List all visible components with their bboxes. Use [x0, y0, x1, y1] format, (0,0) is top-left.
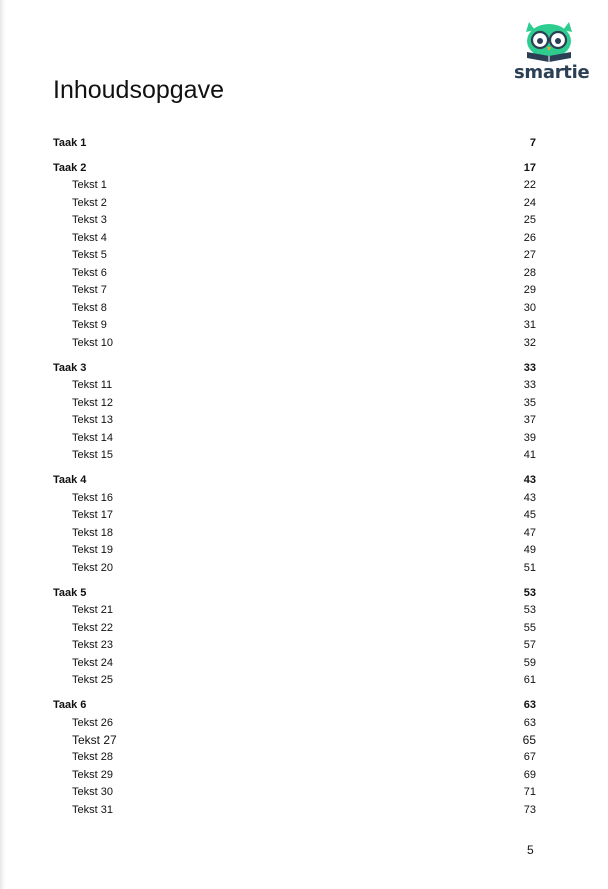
toc-section-row[interactable] [53, 335, 536, 351]
toc-entry-page: 33 [523, 379, 536, 391]
toc-entry-page: 63 [523, 717, 536, 729]
toc-entry-label: Tekst 15 [72, 449, 113, 461]
toc-entry-label: Tekst 13 [72, 414, 113, 426]
toc-section-row[interactable] [53, 195, 536, 211]
toc-section-row[interactable] [53, 490, 536, 506]
toc-entry-page: 55 [523, 622, 536, 634]
toc-entry-page: 43 [523, 474, 536, 486]
toc-entry-page: 61 [523, 674, 536, 686]
toc-entry-page: 29 [523, 284, 536, 296]
toc-section-row[interactable] [53, 282, 536, 298]
toc-chapter-row[interactable] [53, 360, 536, 376]
toc-entry-page: 27 [523, 249, 536, 261]
toc-section-row[interactable] [53, 602, 536, 618]
toc-section-row[interactable] [53, 447, 536, 463]
toc-entry-label: Taak 5 [53, 587, 87, 599]
toc-chapter-row[interactable] [53, 697, 536, 713]
toc-entry-label: Tekst 27 [72, 733, 117, 747]
toc-entry-label: Tekst 3 [72, 214, 107, 226]
toc-entry-label: Tekst 9 [72, 319, 107, 331]
toc-entry-label: Tekst 18 [72, 527, 113, 539]
toc-section-row[interactable] [53, 412, 536, 428]
toc-entry-label: Tekst 29 [72, 769, 113, 781]
toc-entry-label: Tekst 19 [72, 544, 113, 556]
toc-entry-label: Tekst 30 [72, 786, 113, 798]
toc-entry-page: 49 [523, 544, 536, 556]
toc-entry-page: 30 [523, 302, 536, 314]
toc-section-row[interactable] [53, 377, 536, 393]
toc-entry-page: 28 [523, 267, 536, 279]
toc-entry-page: 69 [523, 769, 536, 781]
toc-entry-label: Tekst 31 [72, 804, 113, 816]
page-number: 5 [527, 843, 534, 857]
toc-entry-label: Tekst 8 [72, 302, 107, 314]
toc-section-row[interactable] [53, 767, 536, 783]
toc-entry-label: Tekst 14 [72, 432, 113, 444]
toc-entry-page: 33 [523, 362, 536, 374]
toc-entry-label: Tekst 16 [72, 492, 113, 504]
page-edge-shadow [0, 0, 6, 889]
toc-entry-label: Tekst 17 [72, 509, 113, 521]
toc-entry-page: 35 [523, 397, 536, 409]
toc-entry-page: 7 [529, 137, 536, 149]
toc-entry-label: Tekst 22 [72, 622, 113, 634]
toc-section-row[interactable] [53, 749, 536, 765]
toc-entry-page: 47 [523, 527, 536, 539]
toc-chapter-row[interactable] [53, 585, 536, 601]
toc-section-row[interactable] [53, 177, 536, 193]
toc-entry-page: 17 [523, 162, 536, 174]
toc-chapter-row[interactable] [53, 160, 536, 176]
toc-entry-page: 22 [523, 179, 536, 191]
toc-entry-page: 59 [523, 657, 536, 669]
brand-name: smartie [514, 62, 590, 83]
toc-entry-page: 26 [523, 232, 536, 244]
toc-entry-page: 67 [523, 751, 536, 763]
toc-entry-page: 32 [523, 337, 536, 349]
toc-section-row[interactable] [53, 265, 536, 281]
toc-chapter-row[interactable] [53, 135, 536, 151]
toc-entry-page: 73 [523, 804, 536, 816]
toc-section-row[interactable] [53, 507, 536, 523]
toc-section-row[interactable] [53, 732, 536, 748]
page-title: Inhoudsopgave [53, 76, 224, 104]
toc-section-row[interactable] [53, 802, 536, 818]
toc-entry-label: Tekst 25 [72, 674, 113, 686]
toc-section-row[interactable] [53, 300, 536, 316]
toc-entry-label: Tekst 7 [72, 284, 107, 296]
toc-entry-label: Tekst 28 [72, 751, 113, 763]
toc-entry-label: Tekst 21 [72, 604, 113, 616]
toc-entry-label: Tekst 20 [72, 562, 113, 574]
toc-entry-page: 45 [523, 509, 536, 521]
toc-chapter-row[interactable] [53, 472, 536, 488]
toc-entry-label: Tekst 5 [72, 249, 107, 261]
toc-entry-page: 41 [523, 449, 536, 461]
toc-section-row[interactable] [53, 230, 536, 246]
owl-icon [521, 16, 577, 62]
toc-section-row[interactable] [53, 784, 536, 800]
toc-entry-label: Taak 3 [53, 362, 87, 374]
toc-section-row[interactable] [53, 525, 536, 541]
toc-entry-page: 39 [523, 432, 536, 444]
toc-entry-label: Taak 1 [53, 137, 87, 149]
toc-section-row[interactable] [53, 317, 536, 333]
toc-entry-page: 65 [522, 733, 536, 747]
toc-section-row[interactable] [53, 247, 536, 263]
toc-entry-page: 51 [523, 562, 536, 574]
toc-entry-page: 71 [523, 786, 536, 798]
toc-entry-page: 57 [523, 639, 536, 651]
toc-entry-page: 53 [523, 587, 536, 599]
toc-entry-label: Taak 2 [53, 162, 87, 174]
toc-section-row[interactable] [53, 212, 536, 228]
toc-section-row[interactable] [53, 715, 536, 731]
toc-entry-label: Taak 6 [53, 699, 87, 711]
toc-section-row[interactable] [53, 560, 536, 576]
toc-entry-label: Tekst 23 [72, 639, 113, 651]
toc-entry-label: Tekst 24 [72, 657, 113, 669]
toc-section-row[interactable] [53, 637, 536, 653]
toc-entry-label: Tekst 1 [72, 179, 107, 191]
toc-section-row[interactable] [53, 620, 536, 636]
toc-entry-label: Tekst 11 [72, 379, 113, 391]
toc-entry-label: Tekst 12 [72, 397, 113, 409]
toc-section-row[interactable] [53, 672, 536, 688]
toc-entry-label: Taak 4 [53, 474, 87, 486]
toc-entry-label: Tekst 6 [72, 267, 107, 279]
toc-entry-page: 63 [523, 699, 536, 711]
smartie-logo [514, 16, 590, 88]
toc-entry-label: Tekst 26 [72, 717, 113, 729]
toc-entry-label: Tekst 10 [72, 337, 113, 349]
toc-entry-label: Tekst 2 [72, 197, 107, 209]
toc-entry-page: 53 [523, 604, 536, 616]
toc-entry-page: 24 [523, 197, 536, 209]
toc-entry-page: 31 [523, 319, 536, 331]
toc-section-row[interactable] [53, 395, 536, 411]
toc-entry-page: 43 [523, 492, 536, 504]
toc-section-row[interactable] [53, 430, 536, 446]
toc-section-row[interactable] [53, 655, 536, 671]
toc-entry-page: 37 [523, 414, 536, 426]
toc-section-row[interactable] [53, 542, 536, 558]
toc-entry-page: 25 [523, 214, 536, 226]
toc-entry-label: Tekst 4 [72, 232, 107, 244]
